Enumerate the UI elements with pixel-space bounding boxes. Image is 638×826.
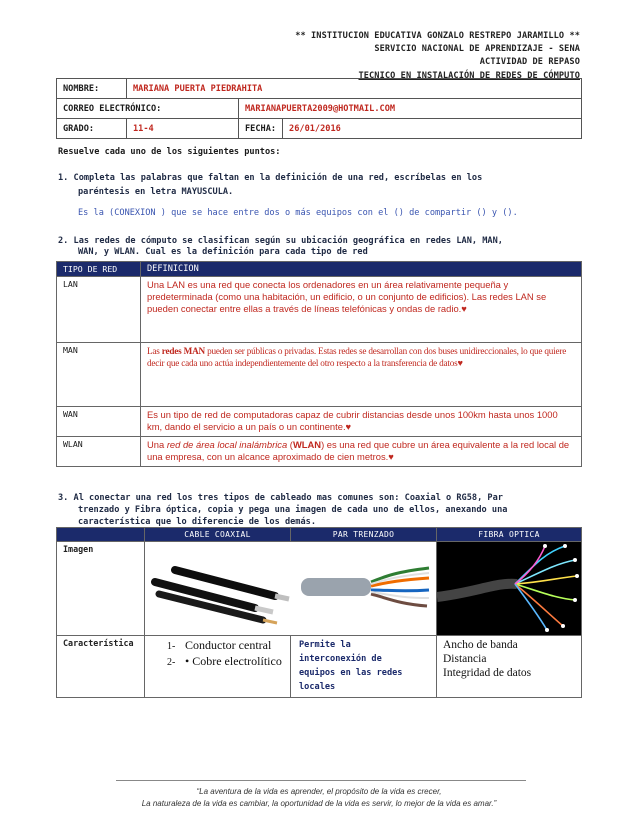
def-wlan — [141, 437, 582, 467]
tipo-wan: WAN — [57, 407, 141, 437]
par-characteristics: Permite la interconexión de equipos en las redes locales — [291, 636, 437, 698]
coaxial-cable-image — [155, 570, 289, 623]
table-row — [57, 407, 582, 437]
table-row — [57, 343, 582, 407]
list-item: 1- Conductor central — [167, 638, 272, 652]
footer-quote-line2: La naturaleza de la vida es cambiar, la oportunidad de la vida es servir, lo mejor de la vida es amar.” — [141, 799, 497, 808]
question-1-line2: paréntesis en letra MAYUSCULA. — [78, 187, 234, 197]
def-man-pre: Las — [147, 346, 162, 356]
question-2-line2: WAN, y WLAN. Cual es la definición para cada tipo de red — [78, 247, 368, 257]
header-par-trenzado: PAR TRENZADO — [291, 528, 437, 542]
def-wlan-post: ) es una red que cubre un área equivalente a la red local de una empresa, con un alcance aproximado de cien metros.♥ — [147, 439, 570, 462]
tipo-lan: LAN — [57, 277, 141, 343]
header-institution: ** INSTITUCION EDUCATIVA GONZALO RESTREPO JARAMILLO ** — [295, 31, 580, 41]
document-header — [295, 30, 580, 83]
header-program: TECNICO EN INSTALACIÓN DE REDES DE CÓMPUTO — [358, 70, 580, 81]
twisted-pair-image — [301, 568, 429, 606]
header-coaxial: CABLE COAXIAL — [145, 528, 291, 542]
fibra-characteristics: Ancho de banda Distancia Integridad de datos — [437, 636, 582, 698]
answer-1: Es la (CONEXION ) que se hace entre dos o más equipos con el () de compartir () y (). — [78, 208, 518, 218]
cable-images — [145, 542, 435, 632]
cable-images-cell — [145, 542, 437, 636]
header-sena: SERVICIO NACIONAL DE APRENDIZAJE - SENA — [374, 44, 580, 55]
header-fibra-optica: FIBRA OPTICA — [437, 528, 582, 542]
network-types-table — [56, 261, 582, 467]
nombre-value: MARIANA PUERTA PIEDRAHITA — [127, 79, 582, 99]
row-caracteristica-label: Característica — [57, 636, 145, 698]
coax-characteristics — [145, 636, 291, 698]
question-2 — [58, 236, 503, 258]
def-man-post: pueden ser públicas o privadas. Estas redes se desarrollan con dos buses unidireccionales, lo que quiere decir que cada uno actúa independientemente del otro respecto a la transferencia de datos♥ — [147, 346, 567, 368]
fecha-value: 26/01/2016 — [283, 119, 582, 139]
correo-label: CORREO ELECTRÓNICO: — [57, 99, 239, 119]
question-1-line1: 1. Completa las palabras que faltan en la definición de una red, escríbelas en los — [58, 173, 483, 183]
footer-quote-line1: “La aventura de la vida es aprender, el propósito de la vida es crecer, — [196, 787, 442, 796]
tipo-wlan: WLAN — [57, 437, 141, 467]
table-row — [57, 277, 582, 343]
question-2-line1: 2. Las redes de cómputo se clasifican según su ubicación geográfica en redes LAN, MAN, — [58, 236, 503, 246]
def-wlan-pre: Una — [147, 439, 167, 450]
def-man — [141, 343, 582, 407]
def-man-bold: redes MAN — [161, 346, 205, 356]
nombre-label: NOMBRE: — [57, 79, 127, 99]
fiber-optic-image — [437, 542, 582, 636]
grado-value: 11-4 — [127, 119, 239, 139]
question-1 — [58, 171, 482, 199]
table-row — [57, 437, 582, 467]
header-definicion: DEFINICION — [141, 262, 582, 277]
grado-label: GRADO: — [57, 119, 127, 139]
student-info-table — [56, 78, 582, 139]
question-3 — [58, 492, 507, 528]
def-wlan-bold: WLAN — [292, 439, 322, 450]
row-imagen-label: Imagen — [57, 542, 145, 636]
header-activity: ACTIVIDAD DE REPASO — [479, 57, 580, 68]
question-3-line3: característica que lo diferencie de los demás. — [78, 517, 316, 527]
tipo-man: MAN — [57, 343, 141, 407]
header-tipo: TIPO DE RED — [57, 262, 141, 277]
cable-types-table — [56, 527, 582, 698]
correo-value: MARIANAPUERTA2009@HOTMAIL.COM — [239, 99, 582, 119]
instructions: Resuelve cada uno de los siguientes puntos: — [58, 147, 281, 157]
footer-divider — [116, 780, 526, 781]
fecha-label: FECHA: — [239, 119, 283, 139]
list-item: 2- • Cobre electrolítico — [167, 654, 282, 668]
def-wlan-italic: red de área local inalámbrica — [166, 439, 288, 450]
def-lan: Una LAN es una red que conecta los ordenadores en un área relativamente pequeña y predeterminada (como una habitación, un edificio, o un conjunto de edificios). Las redes LAN se pueden conectar entre ellas a través de líneas telefónicas y ondas de radio.♥ — [141, 277, 582, 343]
fiber-optic-icon — [437, 542, 579, 632]
question-3-line1: 3. Al conectar una red los tres tipos de cableado mas comunes son: Coaxial o RG58, Par — [58, 493, 503, 503]
def-wlan-mid: ( — [287, 439, 293, 450]
question-3-line2: trenzado y Fibra óptica, copia y pega una imagen de cada uno de ellos, anexando una — [78, 505, 508, 515]
def-wan: Es un tipo de red de computadoras capaz de cubrir distancias desde unos 100km hasta unos 1000 km, dando el servicio a un país o un continente.♥ — [141, 407, 582, 437]
